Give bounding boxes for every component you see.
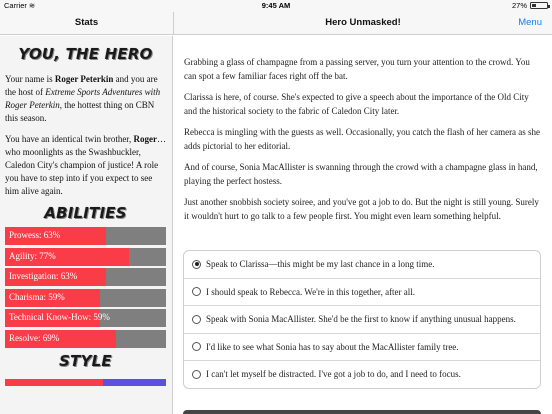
story-paragraph: Rebecca is mingling with the guests as well. Occasionally, you catch the flash of her camera as she adds pictorial to her editorial. xyxy=(184,127,541,151)
stat-label: Investigation: 63% xyxy=(9,271,78,281)
style-heading: STYLE xyxy=(59,351,112,370)
stat-investigation xyxy=(5,268,166,286)
hero-name: Roger Peterkin xyxy=(54,74,114,84)
stat-label: Technical Know-How: 59% xyxy=(9,312,110,322)
choice-list xyxy=(183,250,541,389)
stat-label: Charisma: 59% xyxy=(9,291,65,302)
carrier-label: Carrier ≋ xyxy=(4,1,36,10)
stats-sidebar[interactable] xyxy=(0,36,173,414)
choice-label: Speak with Sonia MacAllister. She'd be the first to know if anything unusual happens. xyxy=(206,314,516,324)
stat-label: Prowess: 63% xyxy=(9,230,61,240)
show-title: Extreme Sports Adventures with Roger Peterkin xyxy=(5,87,161,110)
choice-option-2[interactable] xyxy=(184,278,540,306)
stat-label: Agility: 77% xyxy=(9,250,56,261)
battery-icon xyxy=(530,2,548,9)
battery-percent: 27% xyxy=(511,1,527,10)
stat-technical-know-how xyxy=(5,309,166,327)
style-bar xyxy=(5,376,166,386)
story-paragraph: Grabbing a glass of champagne from a passing server, you turn your attention to the crowd. You can spot a few familiar faces right off the bat. xyxy=(184,57,530,81)
choice-label: I'd like to see what Sonia has to say about the MacAllister family tree. xyxy=(206,341,459,352)
story-paragraph: Clarissa is here, of course. She's expected to give a speech about the importance of the Old City and the historical society to the fabric of Caledon City later. xyxy=(184,92,529,116)
radio-button[interactable] xyxy=(192,287,201,296)
choice-option-4[interactable] xyxy=(184,333,540,361)
battery-indicator xyxy=(512,1,548,10)
twin-description: You have an identical twin brother, Roger… who moonlights as the Swashbuckler, Caledon City's champion of justice! A role you have to step into if you expect to see him alive again. xyxy=(5,134,166,196)
stat-resolve xyxy=(5,330,166,348)
radio-button[interactable] xyxy=(192,315,201,324)
status-time: 9:45 AM xyxy=(261,1,291,10)
stat-agility xyxy=(5,248,166,266)
navigation-bar xyxy=(0,12,552,35)
story-paragraph: And of course, Sonia MacAllister is swanning through the crowd with a champagne glass in hand, playing the perfect hostess. xyxy=(184,162,538,186)
next-button[interactable] xyxy=(183,410,541,414)
hero-intro: Your name is Roger Peterkin and you are the host of Extreme Sports Adventures with Roger Peterkin, the hottest thing on CBN this season. xyxy=(5,74,161,123)
stat-prowess xyxy=(5,227,166,245)
style-bar-red xyxy=(5,379,103,386)
radio-button[interactable] xyxy=(192,342,201,351)
story-panel[interactable] xyxy=(174,36,552,414)
story-text xyxy=(174,56,552,223)
menu-button[interactable]: Menu xyxy=(518,17,542,28)
choice-option-3[interactable] xyxy=(184,305,540,333)
choice-option-1[interactable] xyxy=(184,251,540,278)
status-bar xyxy=(0,0,552,12)
story-paragraph: Just another snobbish society soiree, and you've got a job to do. But the night is still young. Surely it wouldn't hurt to go talk to a few people first. You might even learn something helpful. xyxy=(184,197,539,221)
battery-fill xyxy=(532,4,536,7)
radio-button[interactable] xyxy=(192,260,201,269)
stats-title: Stats xyxy=(74,17,99,28)
abilities-heading: ABILITIES xyxy=(44,204,127,222)
style-bar-blue xyxy=(103,379,166,386)
page-title: Hero Unmasked! xyxy=(325,17,401,28)
hero-heading: YOU, THE HERO xyxy=(18,45,153,63)
twin-name: Roger xyxy=(133,134,157,144)
wifi-icon: ≋ xyxy=(28,1,36,10)
choice-label: Speak to Clarissa—this might be my last chance in a long time. xyxy=(206,259,435,269)
choice-label: I can't let myself be distracted. I've got a job to do, and I need to focus. xyxy=(206,369,461,379)
radio-button[interactable] xyxy=(192,370,201,379)
stat-label: Resolve: 69% xyxy=(9,332,60,343)
abilities-list xyxy=(5,227,166,348)
stat-charisma xyxy=(5,289,166,307)
choice-label: I should speak to Rebecca. We're in this together, after all. xyxy=(206,286,416,297)
choice-option-5[interactable] xyxy=(184,360,540,388)
